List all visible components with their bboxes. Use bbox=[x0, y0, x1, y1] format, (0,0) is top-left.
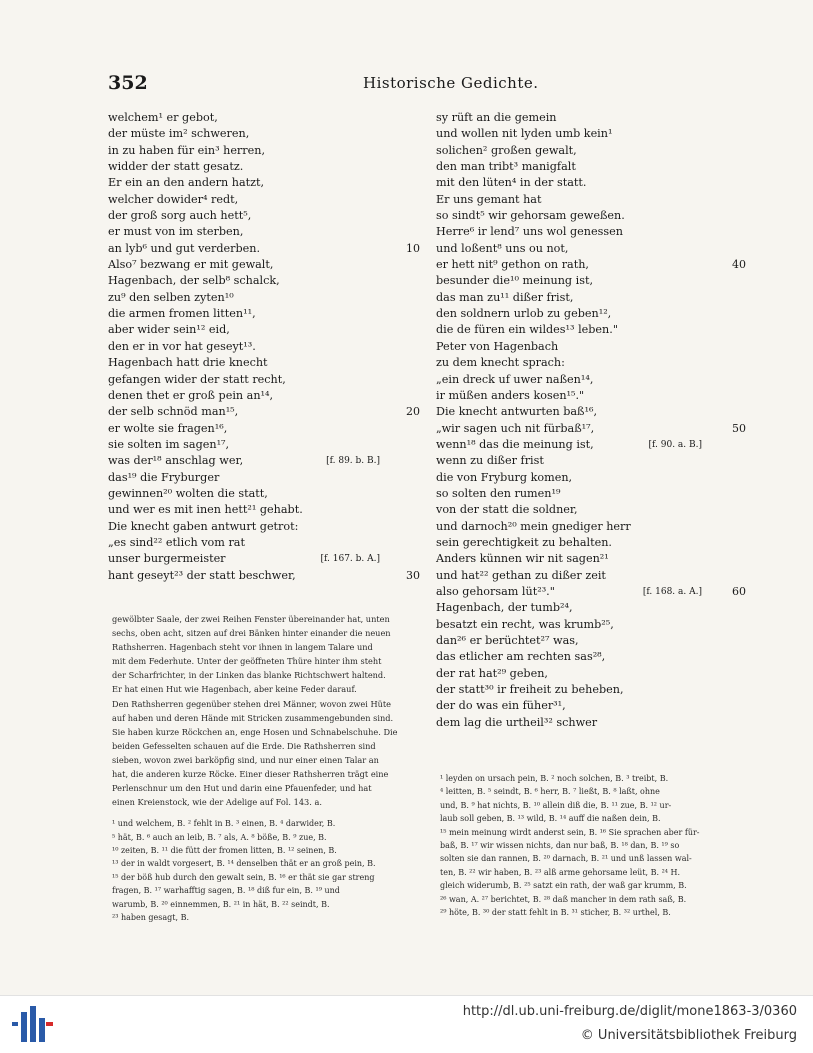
verse-text: Die knecht antwurten baß¹⁶, bbox=[436, 405, 598, 419]
verse-line bbox=[108, 453, 420, 469]
verse-line bbox=[108, 535, 420, 551]
verse-line bbox=[108, 339, 420, 355]
verse-line bbox=[436, 666, 746, 682]
verse-line bbox=[436, 486, 746, 502]
verse-line bbox=[436, 143, 746, 159]
footnote-line: ¹⁰ zeiten, B. ¹¹ die fütt der fromen litten, B. ¹² seinen, B. bbox=[112, 846, 337, 856]
footnote-line: ¹⁵ mein meinung wirdt anderst sein, B. ¹⁶ Sie sprachen aber für- bbox=[440, 827, 700, 837]
verse-text: dem lag die urtheil³² schwer bbox=[436, 715, 598, 729]
verse-line bbox=[108, 208, 420, 224]
verse-text: Die knecht gaben antwurt getrot: bbox=[108, 519, 299, 533]
verse-line bbox=[436, 110, 746, 126]
footnote-line: ⁴ leitten, B. ⁵ seindt, B. ⁶ herr, B. ⁷ ließt, B. ⁸ laßt, ohne bbox=[440, 787, 660, 797]
footnotes-right bbox=[440, 772, 746, 919]
verse-text: denen thet er groß pein an¹⁴, bbox=[108, 388, 274, 402]
verse-line bbox=[108, 192, 420, 208]
verse-line bbox=[108, 470, 420, 486]
footnote-line: solten sie dan rannen, B. ²⁰ darnach, B. ²¹ und unß lassen wal- bbox=[440, 854, 692, 864]
verse-text: also gehorsam lüt²³." bbox=[436, 584, 555, 598]
verse-line bbox=[108, 273, 420, 289]
verse-line bbox=[108, 290, 420, 306]
verse-line bbox=[436, 421, 746, 437]
prose-line: der Scharfrichter, in der Linken das blanke Richtschwert haltend. bbox=[112, 670, 386, 681]
prose-line: sechs, oben acht, sitzen auf drei Bänken hinter einander die neuen bbox=[112, 628, 391, 639]
verse-line bbox=[436, 470, 746, 486]
verse-text: der groß sorg auch hett⁵, bbox=[108, 209, 252, 223]
folio-marker: [f. 167. b. A.] bbox=[320, 554, 380, 565]
verse-text: den man tribt³ manigfalt bbox=[436, 160, 576, 174]
verse-text: und loßent⁸ uns ou not, bbox=[436, 241, 569, 255]
verse-line bbox=[108, 159, 420, 175]
verse-line bbox=[108, 110, 420, 126]
verse-text: Er uns gemant hat bbox=[436, 192, 542, 206]
verse-text: Er ein an den andern hatzt, bbox=[108, 176, 265, 190]
permalink-link[interactable]: http://dl.ub.uni-freiburg.de/diglit/mone1863-3/0360 bbox=[462, 1004, 797, 1019]
verse-text: der müste im² schweren, bbox=[108, 127, 250, 141]
verse-text: er wolte sie fragen¹⁶, bbox=[108, 421, 228, 435]
verse-text: das etlicher am rechten sas²⁸, bbox=[436, 650, 606, 664]
ub-freiburg-logo-icon[interactable] bbox=[10, 1004, 54, 1044]
prose-line: Sie haben kurze Röckchen an, enge Hosen und Schnabelschuhe. Die bbox=[112, 726, 398, 737]
verse-text: an lyb⁶ und gut verderben. bbox=[108, 241, 261, 255]
verse-text: so sindt⁵ wir gehorsam geweßen. bbox=[436, 209, 625, 223]
verse-line bbox=[436, 322, 746, 338]
verse-line bbox=[108, 224, 420, 240]
verse-text: der rat hat²⁹ geben, bbox=[436, 666, 548, 680]
line-number: 40 bbox=[732, 258, 746, 272]
verse-line bbox=[108, 437, 420, 453]
verse-text: wenn¹⁸ das die meinung ist, bbox=[436, 437, 594, 451]
verse-text: zu⁹ den selben zyten¹⁰ bbox=[108, 290, 234, 304]
verse-text: unser burgermeister bbox=[108, 552, 226, 566]
illustration-description bbox=[112, 612, 417, 809]
verse-text: die de füren ein wildes¹³ leben." bbox=[436, 323, 618, 337]
verse-text: besunder die¹⁰ meinung ist, bbox=[436, 274, 594, 288]
verse-text: besatzt ein recht, was krumb²⁵, bbox=[436, 617, 614, 631]
verse-text: so solten den rumen¹⁹ bbox=[436, 486, 561, 500]
page-number: 352 bbox=[108, 72, 148, 94]
verse-line bbox=[436, 600, 746, 616]
verse-line bbox=[108, 241, 420, 257]
verse-text: „es sind²² etlich vom rat bbox=[108, 535, 245, 549]
verse-line bbox=[436, 175, 746, 191]
line-number: 50 bbox=[732, 421, 746, 435]
folio-marker: [f. 90. a. B.] bbox=[648, 439, 702, 450]
verse-text: und wollen nit lyden umb kein¹ bbox=[436, 127, 613, 141]
verse-text: die armen fromen litten¹¹, bbox=[108, 307, 256, 321]
verse-text: zu dem knecht sprach: bbox=[436, 356, 565, 370]
verse-line bbox=[108, 421, 420, 437]
footnote-line: laub soll geben, B. ¹³ wild, B. ¹⁴ auff die naßen dein, B. bbox=[440, 814, 661, 824]
prose-line: Den Rathsherren gegenüber stehen drei Männer, wovon zwei Hüte bbox=[112, 698, 392, 709]
verse-text: und wer es mit inen hett²¹ gehabt. bbox=[108, 503, 303, 517]
prose-line: einen Kreienstock, wie der Adelige auf Fol. 143. a. bbox=[112, 797, 322, 808]
prose-line: Er hat einen Hut wie Hagenbach, aber keine Feder darauf. bbox=[112, 684, 357, 695]
footnote-line: fragen, B. ¹⁷ warhafftig sagen, B. ¹⁸ diß fur ein, B. ¹⁹ und bbox=[112, 886, 340, 896]
verse-text: hant geseyt²³ der statt beschwer, bbox=[108, 568, 296, 582]
verse-line bbox=[108, 306, 420, 322]
verse-text: dan²⁶ er berüchtet²⁷ was, bbox=[436, 634, 579, 647]
verse-line bbox=[108, 257, 420, 273]
verse-text: gefangen wider der statt recht, bbox=[108, 372, 286, 386]
verse-text: die von Fryburg komen, bbox=[436, 470, 573, 484]
running-title: Historische Gedichte. bbox=[363, 74, 539, 92]
footnote-line: baß, B. ¹⁷ wir wissen nichts, dan nur baß, B. ¹⁸ dan, B. ¹⁹ so bbox=[440, 840, 680, 850]
verse-text: den soldnern urlob zu geben¹², bbox=[436, 307, 612, 321]
verse-line bbox=[436, 339, 746, 355]
verse-column-right bbox=[436, 110, 746, 731]
verse-text: widder der statt gesatz. bbox=[108, 160, 244, 174]
verse-line bbox=[108, 355, 420, 371]
verse-line bbox=[436, 519, 746, 535]
footnote-line: ¹ leyden on ursach pein, B. ² noch solchen, B. ³ treibt, B. bbox=[440, 774, 669, 783]
verse-line bbox=[436, 404, 746, 420]
verse-line bbox=[436, 698, 746, 714]
prose-line: Rathsherren. Hagenbach steht vor ihnen in langem Talare und bbox=[112, 642, 373, 653]
verse-line bbox=[436, 208, 746, 224]
footnote-line: warumb, B. ²⁰ einnemmen, B. ²¹ in hät, B. ²² seindt, B. bbox=[112, 899, 330, 909]
folio-marker: [f. 89. b. B.] bbox=[326, 456, 380, 467]
verse-line bbox=[436, 617, 746, 633]
verse-line bbox=[436, 257, 746, 273]
page-header bbox=[108, 72, 748, 98]
prose-line: mit dem Federhute. Unter der geöffneten Thüre hinter ihm steht bbox=[112, 656, 382, 667]
permalink-url[interactable] bbox=[463, 1004, 797, 1019]
verse-text: das man zu¹¹ dißer frist, bbox=[436, 290, 574, 304]
verse-line bbox=[436, 649, 746, 665]
verse-text: sein gerechtigkeit zu behalten. bbox=[436, 535, 612, 549]
verse-text: Hagenbach hatt drie knecht bbox=[108, 356, 268, 370]
verse-line bbox=[436, 568, 746, 584]
verse-text: Also⁷ bezwang er mit gewalt, bbox=[108, 258, 274, 272]
verse-line bbox=[108, 502, 420, 518]
verse-line bbox=[436, 715, 746, 731]
verse-line bbox=[436, 290, 746, 306]
verse-line bbox=[436, 241, 746, 257]
verse-text: er must von im sterben, bbox=[108, 225, 244, 239]
verse-line bbox=[436, 159, 746, 175]
verse-text: solichen² großen gewalt, bbox=[436, 143, 577, 157]
verse-text: „ein dreck uf uwer naßen¹⁴, bbox=[436, 372, 594, 386]
verse-text: welchem¹ er gebot, bbox=[108, 111, 218, 124]
verse-line bbox=[436, 388, 746, 404]
verse-text: was der¹⁸ anschlag wer, bbox=[108, 454, 244, 468]
prose-line: auf haben und deren Hände mit Stricken zusammengebunden sind. bbox=[112, 712, 394, 723]
folio-marker: [f. 168. a. A.] bbox=[642, 586, 702, 597]
verse-text: Anders künnen wir nit sagen²¹ bbox=[436, 552, 609, 566]
verse-line bbox=[436, 535, 746, 551]
prose-line: Perlenschnur um den Hut und darin eine Pfauenfeder, und hat bbox=[112, 783, 372, 794]
verse-text: wenn zu dißer frist bbox=[436, 454, 544, 468]
verse-text: Hagenbach, der selb⁸ schalck, bbox=[108, 274, 280, 288]
line-number: 10 bbox=[406, 241, 420, 255]
verse-text: gewinnen²⁰ wolten die statt, bbox=[108, 486, 268, 500]
footnote-line: gleich widerumb, B. ²⁵ satzt ein rath, der waß gar krumm, B. bbox=[440, 881, 687, 891]
verse-text: der statt³⁰ ir freiheit zu beheben, bbox=[436, 683, 624, 697]
prose-line: sieben, wovon zwei barköpfig sind, und nur einer einen Talar an bbox=[112, 754, 379, 765]
verse-text: aber wider sein¹² eid, bbox=[108, 323, 230, 337]
verse-line bbox=[108, 551, 420, 567]
verse-text: der selb schnöd man¹⁵, bbox=[108, 405, 239, 419]
line-number: 20 bbox=[406, 405, 420, 419]
verse-line bbox=[436, 306, 746, 322]
verse-line bbox=[436, 372, 746, 388]
verse-line bbox=[436, 437, 746, 453]
verse-line bbox=[108, 486, 420, 502]
left-notes bbox=[112, 612, 417, 924]
verse-text: welcher dowider⁴ redt, bbox=[108, 192, 239, 206]
verse-text: mit den lüten⁴ in der statt. bbox=[436, 176, 587, 190]
verse-line bbox=[436, 273, 746, 289]
verse-text: sy rüft an die gemein bbox=[436, 111, 557, 124]
verse-text: ir müßen anders kosen¹⁵." bbox=[436, 388, 585, 402]
verse-text: Herre⁶ ir lend⁷ uns wol genessen bbox=[436, 225, 623, 239]
verse-line bbox=[436, 502, 746, 518]
verse-text: in zu haben für ein³ herren, bbox=[108, 143, 266, 157]
verse-line bbox=[436, 453, 746, 469]
verse-line bbox=[436, 355, 746, 371]
verse-line bbox=[108, 388, 420, 404]
line-number: 30 bbox=[406, 568, 420, 582]
verse-line bbox=[436, 224, 746, 240]
verse-line bbox=[108, 519, 420, 535]
verse-line bbox=[436, 682, 746, 698]
verse-text: sie solten im sagen¹⁷, bbox=[108, 437, 230, 451]
viewer-footer bbox=[0, 995, 813, 1053]
footnotes-left bbox=[112, 817, 417, 924]
verse-line bbox=[108, 175, 420, 191]
verse-line bbox=[436, 551, 746, 567]
footnote-line: ²³ haben gesagt, B. bbox=[112, 913, 190, 923]
footnote-line: ⁵ hät, B. ⁶ auch an leib, B. ⁷ als, A. ⁸ böße, B. ⁹ zue, B. bbox=[112, 832, 327, 842]
footnote-line: ¹⁵ der böß hub durch den gewalt sein, B. ¹⁶ er thät sie gar streng bbox=[112, 872, 375, 882]
verse-line bbox=[108, 322, 420, 338]
verse-text: den er in vor hat geseyt¹³. bbox=[108, 339, 256, 353]
verse-text: und darnoch²⁰ mein gnediger herr bbox=[436, 519, 631, 533]
verse-line bbox=[108, 568, 420, 584]
copyright-notice: © Universitätsbibliothek Freiburg bbox=[580, 1028, 797, 1043]
verse-text: der do was ein füher³¹, bbox=[436, 699, 566, 713]
verse-line bbox=[108, 143, 420, 159]
line-number: 60 bbox=[732, 584, 746, 598]
verse-text: „wir sagen uch nit fürbaß¹⁷, bbox=[436, 421, 595, 435]
verse-line bbox=[108, 372, 420, 388]
verse-text: von der statt die soldner, bbox=[436, 503, 578, 517]
footnote-line: ¹³ der in waldt vorgesert, B. ¹⁴ denselben thät er an groß pein, B. bbox=[112, 859, 376, 869]
verse-text: das¹⁹ die Fryburger bbox=[108, 470, 220, 484]
footnote-line: ¹ und welchem, B. ² fehlt in B. ³ einen, B. ⁴ darwider, B. bbox=[112, 819, 336, 829]
prose-line: beiden Gefesselten schauen auf die Erde. Die Rathsherren sind bbox=[112, 740, 376, 751]
verse-line bbox=[108, 126, 420, 142]
verse-column-left bbox=[108, 110, 420, 584]
verse-text: Hagenbach, der tumb²⁴, bbox=[436, 601, 573, 615]
verse-text: er hett nit⁹ gethon on rath, bbox=[436, 258, 589, 272]
prose-line: hat, die anderen kurze Röcke. Einer dieser Rathsherren trägt eine bbox=[112, 769, 389, 780]
verse-line bbox=[108, 404, 420, 420]
footnote-line: ²⁹ höte, B. ³⁰ der statt fehlt in B. ³¹ sticher, B. ³² urthel, B. bbox=[440, 907, 671, 917]
prose-line: gewölbter Saale, der zwei Reihen Fenster übereinander hat, unten bbox=[112, 614, 390, 624]
footnote-line: ten, B. ²² wir haben, B. ²³ alß arme gehorsame leüt, B. ²⁴ H. bbox=[440, 867, 681, 877]
verse-text: Peter von Hagenbach bbox=[436, 339, 559, 353]
verse-line bbox=[436, 192, 746, 208]
verse-line bbox=[436, 584, 746, 600]
footnote-line: ²⁶ wan, A. ²⁷ berichtet, B. ²⁸ daß mancher in dem rath saß, B. bbox=[440, 894, 687, 904]
verse-line bbox=[436, 633, 746, 649]
footnote-line: und, B. ⁹ hat nichts, B. ¹⁰ allein diß die, B. ¹¹ zue, B. ¹² ur- bbox=[440, 800, 672, 810]
verse-text: und hat²² gethan zu dißer zeit bbox=[436, 568, 606, 582]
verse-line bbox=[436, 126, 746, 142]
